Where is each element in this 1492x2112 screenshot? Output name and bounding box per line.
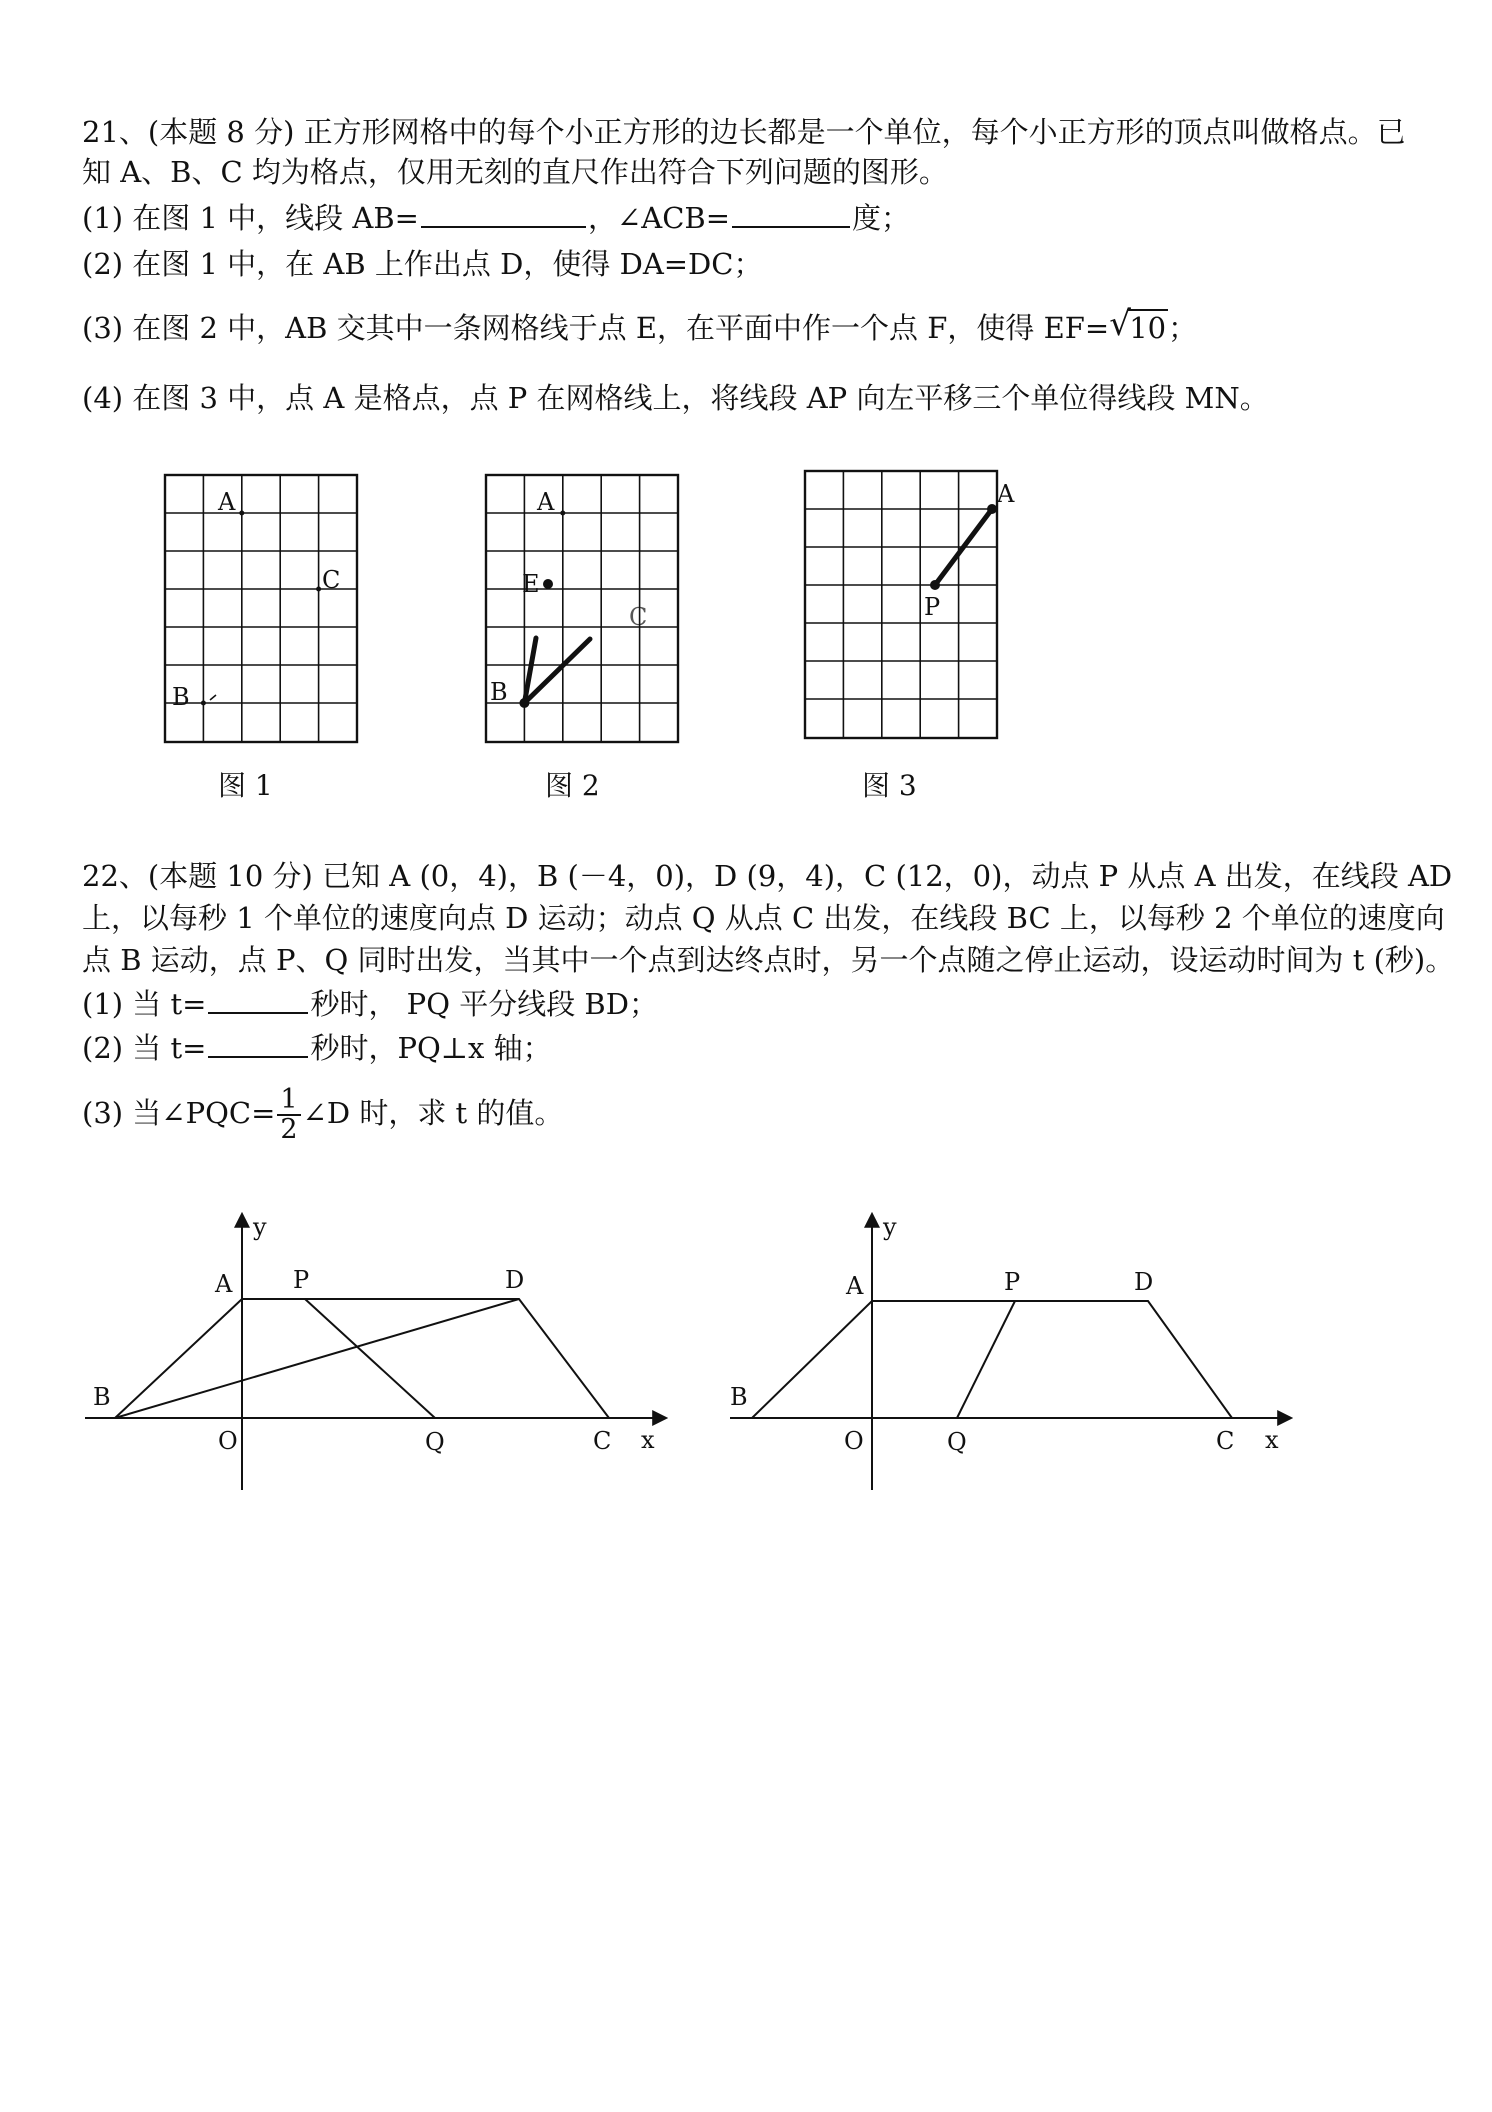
q22-graph-1 — [85, 1200, 685, 1500]
q22-part2-text-a: (2) 当 t= — [82, 1031, 207, 1065]
q22-part3 — [82, 1086, 563, 1144]
q21-part1-text-b: ，∠ACB= — [587, 201, 731, 235]
label-x: x — [1265, 1426, 1279, 1454]
q22-part1-text-b: 秒时， PQ 平分线段 BD； — [310, 987, 658, 1021]
q22-intro-line3: 点 B 运动，点 P、Q 同时出发，当其中一个点到达终点时，另一个点随之停止运动，设运动时间为 t (秒)。 — [82, 943, 1455, 977]
label-d: D — [505, 1266, 525, 1294]
answer-blank[interactable] — [421, 200, 586, 228]
label-x: x — [641, 1426, 655, 1454]
point-e — [543, 579, 553, 589]
label-o: O — [844, 1427, 864, 1455]
figure-3-grid — [800, 466, 1040, 750]
label-a: A — [215, 1270, 233, 1298]
fraction-numerator: 1 — [277, 1086, 300, 1116]
label-a: A — [997, 480, 1015, 508]
q21-part1-text-c: 度； — [852, 201, 911, 235]
label-y: y — [883, 1213, 897, 1241]
label-p: P — [1004, 1268, 1021, 1296]
q21-part1-text-a: (1) 在图 1 中，线段 AB= — [82, 201, 419, 235]
q22-intro-line1: 22、(本题 10 分) 已知 A (0，4)，B (－4，0)，D (9，4)，C (12，0)，动点 P 从点 A 出发，在线段 AD — [82, 859, 1453, 893]
pencil-mark — [210, 695, 216, 700]
segment-pq — [305, 1299, 435, 1418]
q21-intro-line1: 21、(本题 8 分) 正方形网格中的每个小正方形的边长都是一个单位，每个小正方形的顶点叫做格点。已 — [82, 115, 1406, 149]
label-b: B — [93, 1383, 111, 1411]
q21-part2: (2) 在图 1 中，在 AB 上作出点 D，使得 DA=DC； — [82, 247, 763, 281]
grid-lines — [165, 475, 357, 742]
label-b: B — [172, 683, 190, 711]
label-a: A — [218, 488, 236, 516]
grid-lines — [805, 471, 997, 738]
fraction — [277, 1086, 300, 1144]
trapezoid-abcd — [752, 1301, 1232, 1418]
figure-2-caption: 图 2 — [545, 769, 600, 802]
q22-part1-text-a: (1) 当 t= — [82, 987, 207, 1021]
segment-pq — [957, 1301, 1015, 1418]
figure-1-caption: 图 1 — [218, 769, 273, 802]
q22-intro-line2: 上，以每秒 1 个单位的速度向点 D 运动；动点 Q 从点 C 出发，在线段 BC 上，以每秒 2 个单位的速度向 — [82, 901, 1445, 935]
q21-part3-text-a: (3) 在图 2 中，AB 交其中一条网格线于点 E，在平面中作一个点 F，使得 EF= — [82, 311, 1110, 345]
figure-3-caption: 图 3 — [862, 769, 917, 802]
point-p — [930, 580, 940, 590]
label-d: D — [1134, 1268, 1154, 1296]
label-b: B — [730, 1383, 748, 1411]
q22-part2 — [82, 1028, 552, 1068]
label-e: E — [522, 570, 540, 598]
sqrt-symbol: √ 10 — [1109, 304, 1167, 345]
figure-1-grid — [160, 470, 370, 750]
label-c: C — [1216, 1427, 1235, 1455]
q22-part3-text-b: ∠D 时，求 t 的值。 — [302, 1096, 564, 1130]
q21-part3-text-b: ； — [1168, 311, 1198, 345]
label-p: P — [293, 1266, 310, 1294]
q21-part3 — [82, 304, 1198, 348]
point-a — [987, 504, 997, 514]
q21-intro-line2: 知 A、B、C 均为格点，仅用无刻的直尺作出符合下列问题的图形。 — [82, 155, 948, 189]
label-y: y — [253, 1213, 267, 1241]
label-c: C — [322, 566, 341, 594]
point-b — [519, 698, 529, 708]
label-c: C — [593, 1427, 612, 1455]
q22-part2-text-b: 秒时，PQ⊥x 轴； — [310, 1031, 552, 1065]
figure-2-grid — [481, 470, 691, 750]
q22-part1 — [82, 984, 658, 1024]
label-o: O — [218, 1427, 238, 1455]
fraction-denominator: 2 — [280, 1114, 298, 1145]
answer-blank[interactable] — [208, 1030, 308, 1058]
segment-bd — [115, 1299, 519, 1418]
q21-part4: (4) 在图 3 中，点 A 是格点，点 P 在网格线上，将线段 AP 向左平移三个单位得线段 MN。 — [82, 381, 1269, 415]
sqrt-radicand: 10 — [1129, 311, 1167, 345]
point-c — [316, 587, 321, 592]
label-b: B — [490, 678, 508, 706]
answer-blank[interactable] — [732, 200, 850, 228]
label-a: A — [537, 488, 555, 516]
answer-blank[interactable] — [208, 986, 308, 1014]
point-a — [239, 511, 244, 516]
label-q: Q — [425, 1428, 445, 1456]
q22-part3-text-a: (3) 当∠PQC= — [82, 1096, 276, 1130]
q22-graph-2 — [720, 1200, 1320, 1500]
label-p: P — [924, 593, 941, 621]
label-a: A — [846, 1272, 864, 1300]
q21-part1 — [82, 198, 910, 238]
label-c: C — [629, 603, 648, 631]
label-q: Q — [947, 1428, 967, 1456]
point-b — [201, 701, 206, 706]
point-a — [560, 511, 565, 516]
grid-lines — [486, 475, 678, 742]
trapezoid-abcd — [115, 1299, 609, 1418]
